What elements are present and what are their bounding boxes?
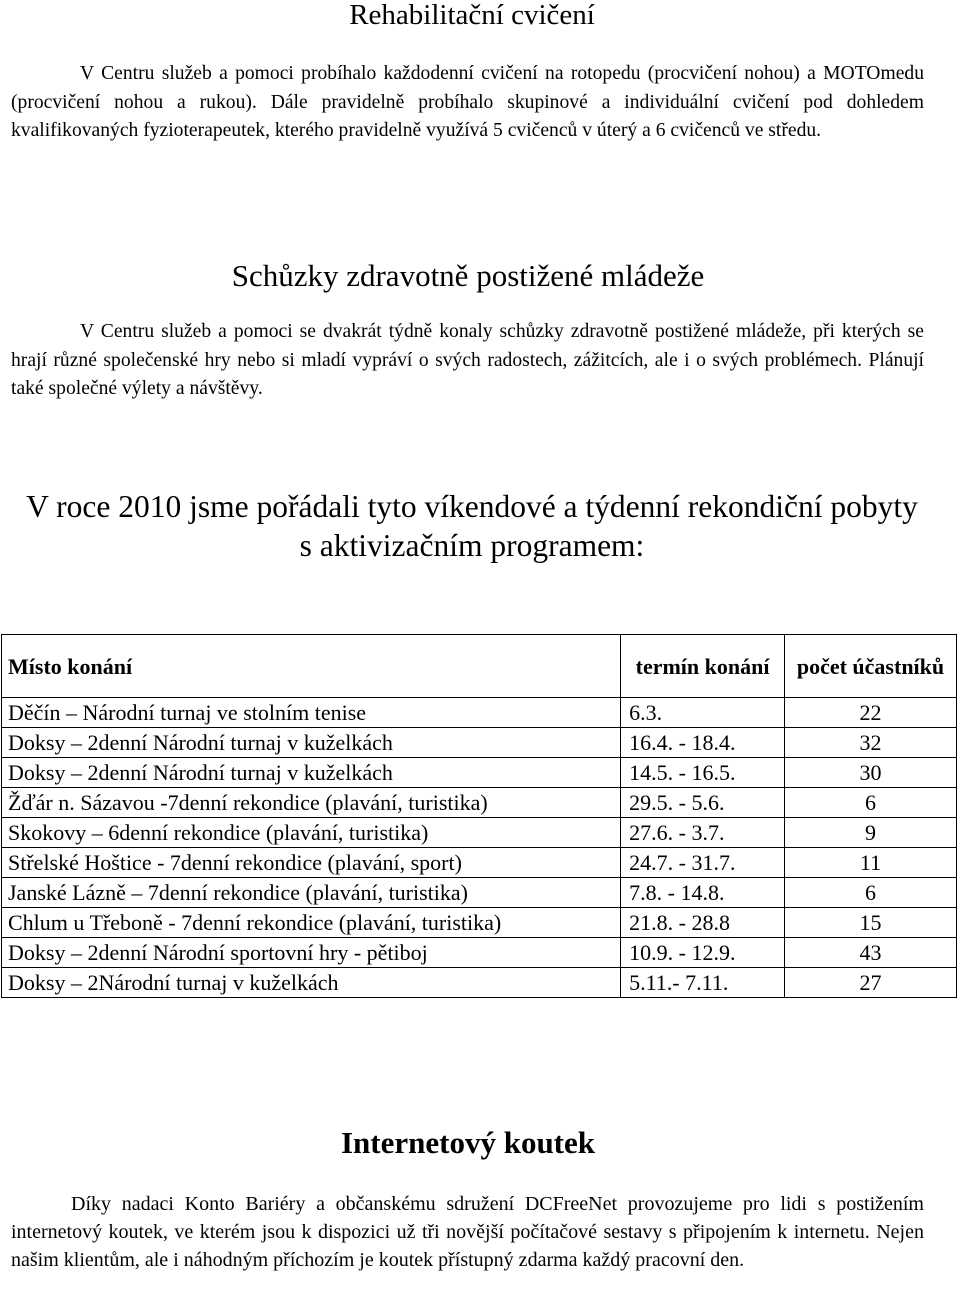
stays-heading: V roce 2010 jsme pořádali tyto víkendové a týdenní rekondiční pobyty s aktivizačním programem: [26,489,918,563]
cell-place: Doksy – 2Národní turnaj v kuželkách [2,968,621,998]
header-place: Místo konání [2,635,621,698]
internet-corner-paragraph: Díky nadaci Konto Bariéry a občanskému sdružení DCFreeNet provozujeme pro lidi s postižením internetový koutek, ve kterém jsou k dispozici už tři novější počítačové sestavy s připojením k internetu. Nejen našim klientům, ale i náhodným příchozím je koutek přístupný zdarma každý pracovní den. [11,1193,924,1271]
youth-meetings-heading: Schůzky zdravotně postižené mládeže [231,258,705,293]
table-row [2,848,957,878]
table-row [2,698,957,728]
cell-place: Skokovy – 6denní rekondice (plavání, turistika) [2,818,621,848]
cell-count: 27 [785,968,957,998]
table-row [2,908,957,938]
cell-count: 30 [785,758,957,788]
cell-count: 32 [785,728,957,758]
table-row [2,968,957,998]
youth-meetings-paragraph: V Centru služeb a pomoci se dvakrát týdně konaly schůzky zdravotně postižené mládeže, při kterých se hrají různé společenské hry nebo si mladí vypráví o svých radostech, zážitcích, ale i o svých problémech. Plánují také společné výlety a návštěvy. [11,321,924,399]
cell-date: 29.5. - 5.6. [621,788,785,818]
stays-table [1,634,957,998]
table-row [2,758,957,788]
internet-corner-heading: Internetový koutek [340,1125,596,1160]
cell-count: 6 [785,788,957,818]
cell-count: 9 [785,818,957,848]
rehab-heading: Rehabilitační cvičení [349,0,595,31]
cell-count: 43 [785,938,957,968]
cell-date: 16.4. - 18.4. [621,728,785,758]
table-row [2,878,957,908]
table-row [2,818,957,848]
table-header-row [2,635,957,698]
table-row [2,728,957,758]
cell-date: 5.11.- 7.11. [621,968,785,998]
cell-place: Doksy – 2denní Národní turnaj v kuželkách [2,758,621,788]
cell-place: Střelské Hoštice - 7denní rekondice (plavání, sport) [2,848,621,878]
cell-count: 11 [785,848,957,878]
cell-date: 7.8. - 14.8. [621,878,785,908]
cell-date: 21.8. - 28.8 [621,908,785,938]
cell-place: Žďár n. Sázavou -7denní rekondice (plavání, turistika) [2,788,621,818]
cell-date: 6.3. [621,698,785,728]
table-row [2,788,957,818]
cell-place: Chlum u Třeboně - 7denní rekondice (plavání, turistika) [2,908,621,938]
cell-place: Doksy – 2denní Národní turnaj v kuželkách [2,728,621,758]
header-count: počet účastníků [785,635,957,698]
cell-count: 15 [785,908,957,938]
cell-date: 14.5. - 16.5. [621,758,785,788]
cell-date: 27.6. - 3.7. [621,818,785,848]
cell-date: 24.7. - 31.7. [621,848,785,878]
rehab-paragraph: V Centru služeb a pomoci probíhalo každodenní cvičení na rotopedu (procvičení nohou) a MOTOmedu (procvičení nohou a rukou). Dále pravidelně probíhalo skupinové a individuální cvičení pod dohledem kvalifikovaných fyzioterapeutek, kterého pravidelně využívá 5 cvičenců v úterý a 6 cvičenců ve středu. [11,63,924,141]
table-row [2,938,957,968]
cell-place: Janské Lázně – 7denní rekondice (plavání, turistika) [2,878,621,908]
cell-count: 6 [785,878,957,908]
cell-date: 10.9. - 12.9. [621,938,785,968]
cell-count: 22 [785,698,957,728]
header-date: termín konání [621,635,785,698]
cell-place: Doksy – 2denní Národní sportovní hry - pětiboj [2,938,621,968]
cell-place: Děčín – Národní turnaj ve stolním tenise [2,698,621,728]
